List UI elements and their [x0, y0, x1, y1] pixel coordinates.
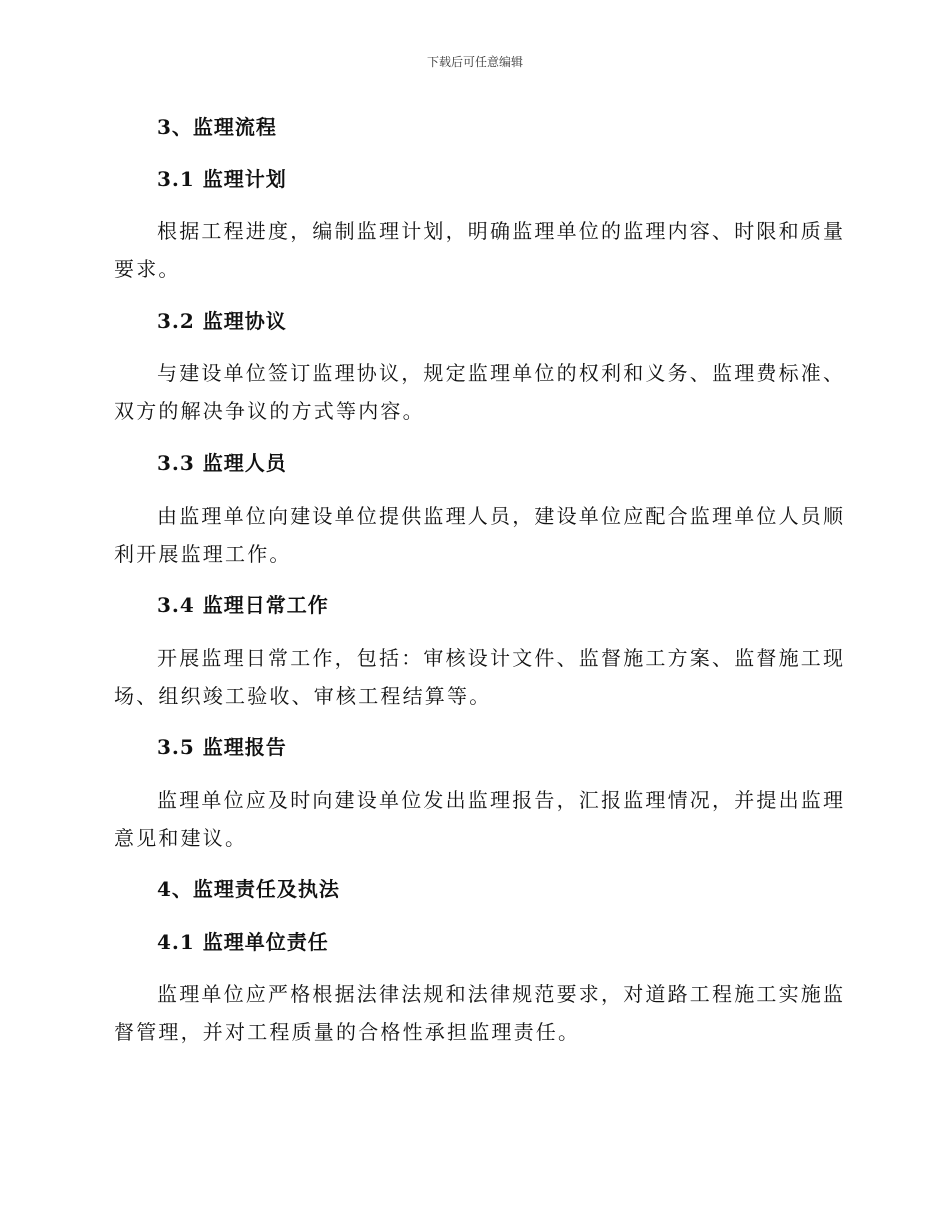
- paragraph-3-1: [114, 212, 846, 288]
- section-heading-3-4: 3.4 监理日常工作: [157, 593, 329, 617]
- section-heading-3: 3、监理流程: [157, 115, 277, 139]
- section-heading-3-2: 3.2 监理协议: [157, 309, 287, 333]
- paragraph-line: 要求。: [114, 257, 181, 281]
- paragraph-line: 场、组织竣工验收、审核工程结算等。: [114, 684, 492, 708]
- paragraph-line: 监理单位应严格根据法律法规和法律规范要求，对道路工程施工实施监: [157, 982, 846, 1006]
- section-heading-3-3: 3.3 监理人员: [157, 451, 287, 475]
- page-header: 下载后可任意编辑: [426, 55, 523, 69]
- paragraph-line: 开展监理日常工作，包括：审核设计文件、监督施工方案、监督施工现: [157, 646, 846, 670]
- paragraph-line: 由监理单位向建设单位提供监理人员，建设单位应配合监理单位人员顺: [157, 504, 846, 528]
- paragraph-line: 督管理，并对工程质量的合格性承担监理责任。: [114, 1020, 581, 1044]
- paragraph-line: 监理单位应及时向建设单位发出监理报告，汇报监理情况，并提出监理: [157, 788, 846, 812]
- paragraph-3-4: [114, 639, 846, 715]
- paragraph-line: 意见和建议。: [114, 826, 248, 850]
- paragraph-4-1: [114, 975, 846, 1051]
- paragraph-3-2: [114, 354, 846, 430]
- paragraph-line: 与建设单位签订监理协议，规定监理单位的权利和义务、监理费标准、: [157, 361, 846, 385]
- section-heading-4-1: 4.1 监理单位责任: [157, 930, 329, 954]
- paragraph-line: 利开展监理工作。: [114, 542, 292, 566]
- paragraph-3-5: [114, 781, 846, 857]
- section-heading-4: 4、监理责任及执法: [157, 877, 340, 901]
- paragraph-3-3: [114, 497, 846, 573]
- section-heading-3-1: 3.1 监理计划: [157, 167, 287, 191]
- paragraph-line: 双方的解决争议的方式等内容。: [114, 399, 425, 423]
- section-heading-3-5: 3.5 监理报告: [157, 735, 287, 759]
- paragraph-line: 根据工程进度，编制监理计划，明确监理单位的监理内容、时限和质量: [157, 219, 846, 243]
